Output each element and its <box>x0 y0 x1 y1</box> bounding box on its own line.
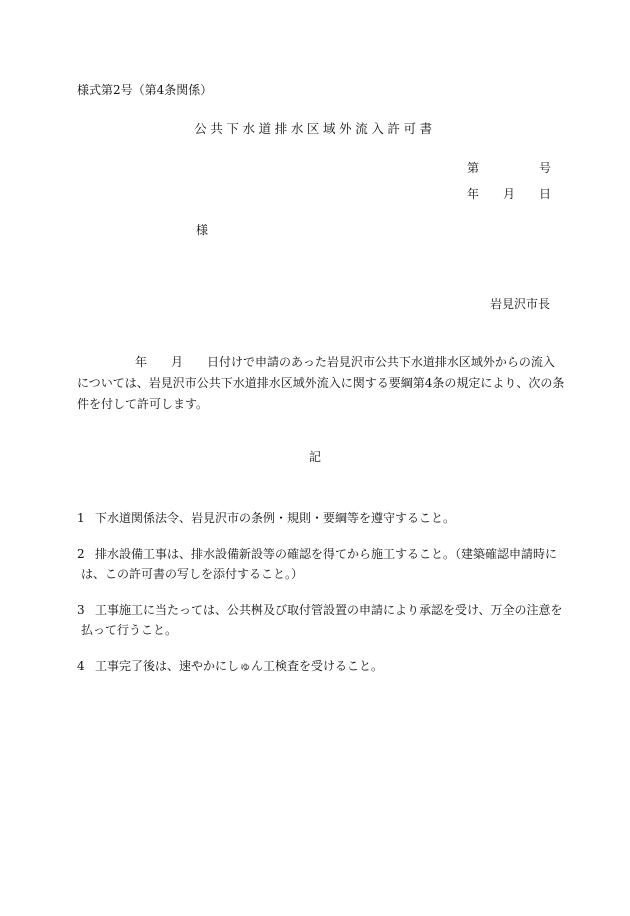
form-number: 様式第2号（第4条関係） <box>77 83 213 97</box>
condition-number: 1 <box>77 511 85 525</box>
condition-number: 4 <box>77 659 85 673</box>
date-day: 日 <box>539 187 552 201</box>
body-line-3: 件を付して許可します。 <box>77 397 209 411</box>
body-line-2: については、岩見沢市公共下水道排水区域外流入に関する要綱第4条の規定により、次の条 <box>77 376 565 390</box>
condition-text-continued: 払って行うこと。 <box>81 623 178 637</box>
ki-heading: 記 <box>308 450 321 464</box>
issuer: 岩見沢市長 <box>489 297 550 311</box>
body-month: 月 <box>171 355 184 369</box>
condition-item <box>77 508 553 528</box>
number-suffix: 号 <box>539 161 552 175</box>
date-year: 年 <box>467 187 480 201</box>
condition-number: 2 <box>77 547 85 561</box>
addressee-suffix: 様 <box>196 223 209 237</box>
condition-item <box>77 656 553 676</box>
date-month: 月 <box>503 187 516 201</box>
body-paragraph <box>77 352 565 415</box>
condition-text: 工事施工に当たっては、公共桝及び取付管設置の申請により承認を受け、万全の注意を <box>95 603 563 617</box>
document-title: 公共下水道排水区域外流入許可書 <box>194 121 436 136</box>
body-year: 年 <box>135 355 148 369</box>
condition-text: 下水道関係法令、岩見沢市の条例・規則・要綱等を遵守すること。 <box>95 511 456 525</box>
condition-text: 工事完了後は、速やかにしゅん工検査を受けること。 <box>95 659 384 673</box>
body-line-1-rest: 日付けで申請のあった岩見沢市公共下水道排水区域外からの流入 <box>207 355 555 369</box>
number-label: 第 <box>467 161 480 175</box>
condition-item <box>77 600 563 640</box>
condition-text-continued: は、この許可書の写しを添付すること。） <box>81 567 304 581</box>
condition-text: 排水設備工事は、排水設備新設等の確認を得てから施工すること。（建築確認申請時に <box>95 547 558 561</box>
condition-number: 3 <box>77 603 85 617</box>
condition-item <box>77 544 558 584</box>
body-line-1 <box>77 352 553 373</box>
